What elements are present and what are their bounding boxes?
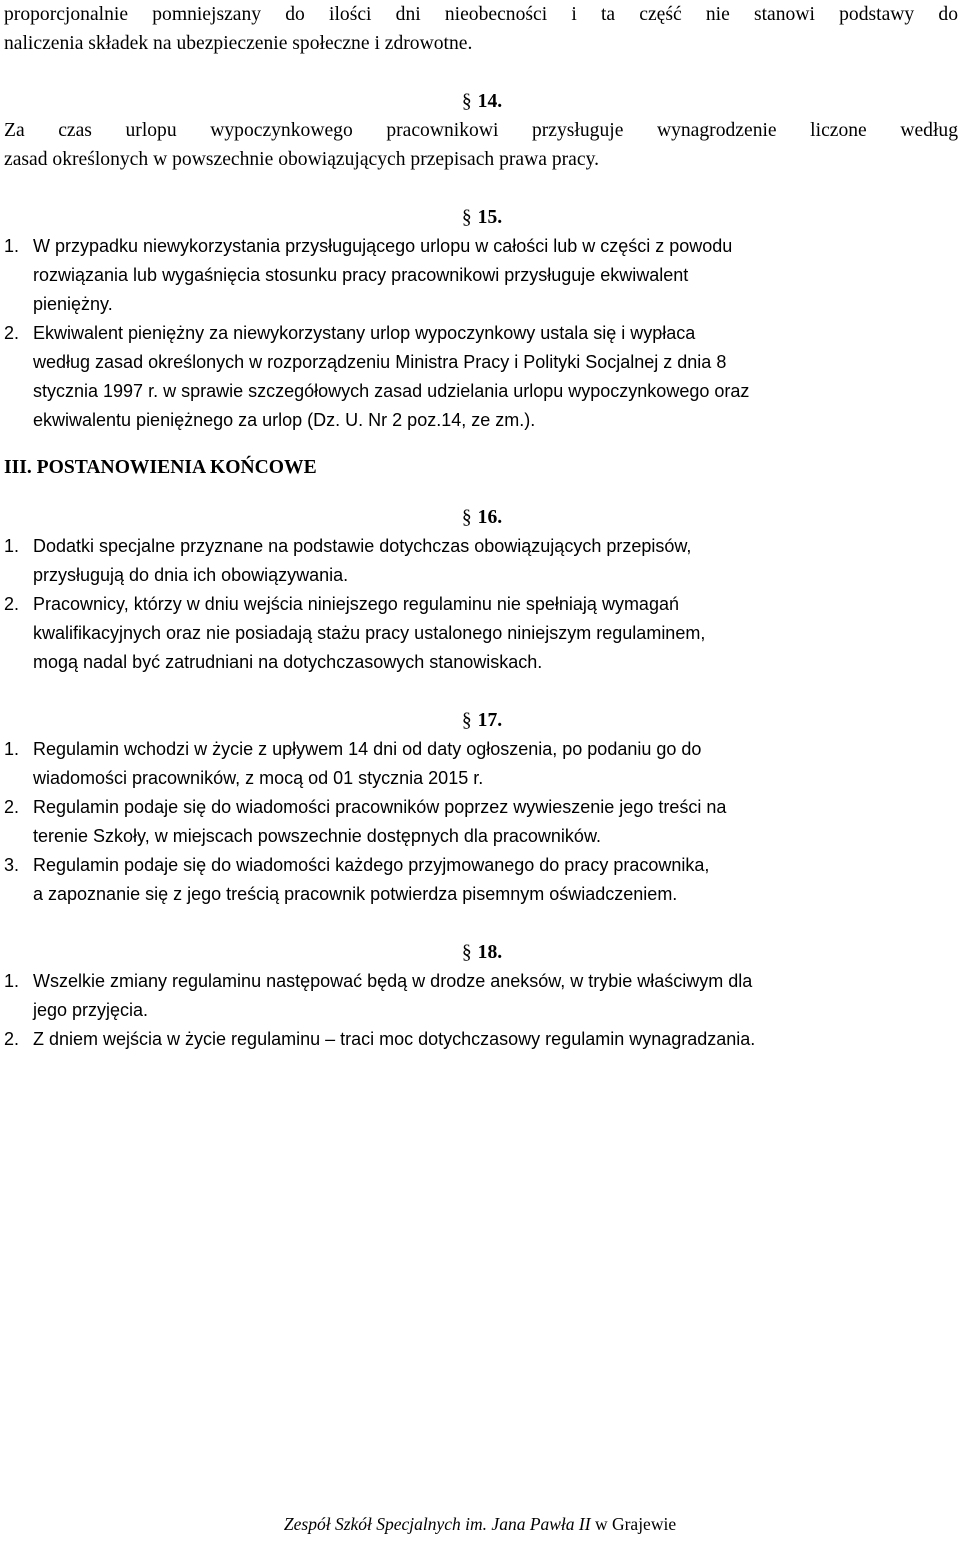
section-14-line-1: Za czas urlopu wypoczynkowego pracownikowi przysługuje wynagrodzenie liczone według <box>4 120 958 141</box>
section-14-line-2: zasad określonych w powszechnie obowiązujących przepisach prawa pracy. <box>4 149 599 170</box>
section-17-item-3 <box>4 851 958 909</box>
section-number: 15. <box>477 207 503 228</box>
section-16-body <box>4 532 958 677</box>
section-18-heading <box>4 938 958 967</box>
section-18-item-1 <box>4 967 958 1025</box>
item-line: pieniężny. <box>33 294 113 314</box>
footer-city: w Grajewie <box>590 1514 677 1534</box>
section-number: 14. <box>477 91 503 112</box>
item-line: Pracownicy, którzy w dniu wejścia niniejszego regulaminu nie spełniają wymagań <box>33 594 679 614</box>
item-number: 2. <box>4 323 20 343</box>
section-symbol: § <box>461 91 472 112</box>
item-line: Regulamin podaje się do wiadomości pracowników poprzez wywieszenie jego treści na <box>33 797 727 817</box>
section-symbol: § <box>461 207 472 228</box>
item-number: 1. <box>4 739 20 759</box>
item-line: kwalifikacyjnych oraz nie posiadają stażu pracy ustalonego niniejszym regulaminem, <box>33 623 706 643</box>
section-symbol: § <box>461 942 472 963</box>
section-17-body <box>4 735 958 909</box>
item-line: wiadomości pracowników, z mocą od 01 stycznia 2015 r. <box>33 768 484 788</box>
item-line: Regulamin podaje się do wiadomości każdego przyjmowanego do pracy pracownika, <box>33 855 710 875</box>
item-line: według zasad określonych w rozporządzeniu Ministra Pracy i Polityki Socjalnej z dnia 8 <box>33 352 727 372</box>
section-14-heading <box>4 87 958 116</box>
item-number: 3. <box>4 855 20 875</box>
item-line: Wszelkie zmiany regulaminu następować będą w drodze aneksów, w trybie właściwym dla <box>33 971 753 991</box>
item-line: przysługują do dnia ich obowiązywania. <box>33 565 349 585</box>
item-line: terenie Szkoły, w miejscach powszechnie dostępnych dla pracowników. <box>33 826 601 846</box>
section-15-heading <box>4 203 958 232</box>
footer-school-name: Zespół Szkół Specjalnych im. Jana Pawła II <box>283 1514 591 1534</box>
section-16-heading <box>4 503 958 532</box>
section-17-heading <box>4 706 958 735</box>
item-number: 2. <box>4 594 20 614</box>
page-footer <box>0 1512 960 1536</box>
section-symbol: § <box>461 507 472 528</box>
item-number: 2. <box>4 1029 20 1049</box>
section-15-item-1 <box>4 232 958 319</box>
chapter-3-title: III. POSTANOWIENIA KOŃCOWE <box>4 457 317 478</box>
item-number: 2. <box>4 797 20 817</box>
section-15-body <box>4 232 958 435</box>
item-number: 1. <box>4 971 20 991</box>
intro-paragraph <box>4 0 958 58</box>
item-line: Dodatki specjalne przyznane na podstawie dotychczas obowiązujących przepisów, <box>33 536 692 556</box>
document-page <box>4 0 958 1054</box>
item-line: Regulamin wchodzi w życie z upływem 14 dni od daty ogłoszenia, po podaniu go do <box>33 739 702 759</box>
item-line: ekwiwalentu pieniężnego za urlop (Dz. U. Nr 2 poz.14, ze zm.). <box>33 410 536 430</box>
section-number: 16. <box>477 507 503 528</box>
item-line: a zapoznanie się z jego treścią pracownik potwierdza pisemnym oświadczeniem. <box>33 884 678 904</box>
item-number: 1. <box>4 536 20 556</box>
item-number: 1. <box>4 236 20 256</box>
section-16-item-1 <box>4 532 958 590</box>
section-17-item-2 <box>4 793 958 851</box>
section-18-item-2 <box>4 1025 958 1054</box>
intro-line-2: naliczenia składek na ubezpieczenie społeczne i zdrowotne. <box>4 33 473 54</box>
item-line: Z dniem wejścia w życie regulaminu – traci moc dotychczasowy regulamin wynagradzania. <box>33 1029 756 1049</box>
intro-line-1: proporcjonalnie pomniejszany do ilości dni nieobecności i ta część nie stanowi podstawy do <box>4 4 958 25</box>
item-line: rozwiązania lub wygaśnięcia stosunku pracy pracownikowi przysługuje ekwiwalent <box>33 265 689 285</box>
section-15-item-2 <box>4 319 958 435</box>
section-16-item-2 <box>4 590 958 677</box>
item-line: jego przyjęcia. <box>33 1000 149 1020</box>
section-number: 18. <box>477 942 503 963</box>
item-line: Ekwiwalent pieniężny za niewykorzystany urlop wypoczynkowy ustala się i wypłaca <box>33 323 696 343</box>
item-line: mogą nadal być zatrudniani na dotychczasowych stanowiskach. <box>33 652 543 672</box>
item-line: stycznia 1997 r. w sprawie szczegółowych zasad udzielania urlopu wypoczynkowego oraz <box>33 381 750 401</box>
section-number: 17. <box>477 710 503 731</box>
section-18-body <box>4 967 958 1054</box>
section-17-item-1 <box>4 735 958 793</box>
item-line: W przypadku niewykorzystania przysługującego urlopu w całości lub w części z powodu <box>33 236 733 256</box>
section-symbol: § <box>461 710 472 731</box>
